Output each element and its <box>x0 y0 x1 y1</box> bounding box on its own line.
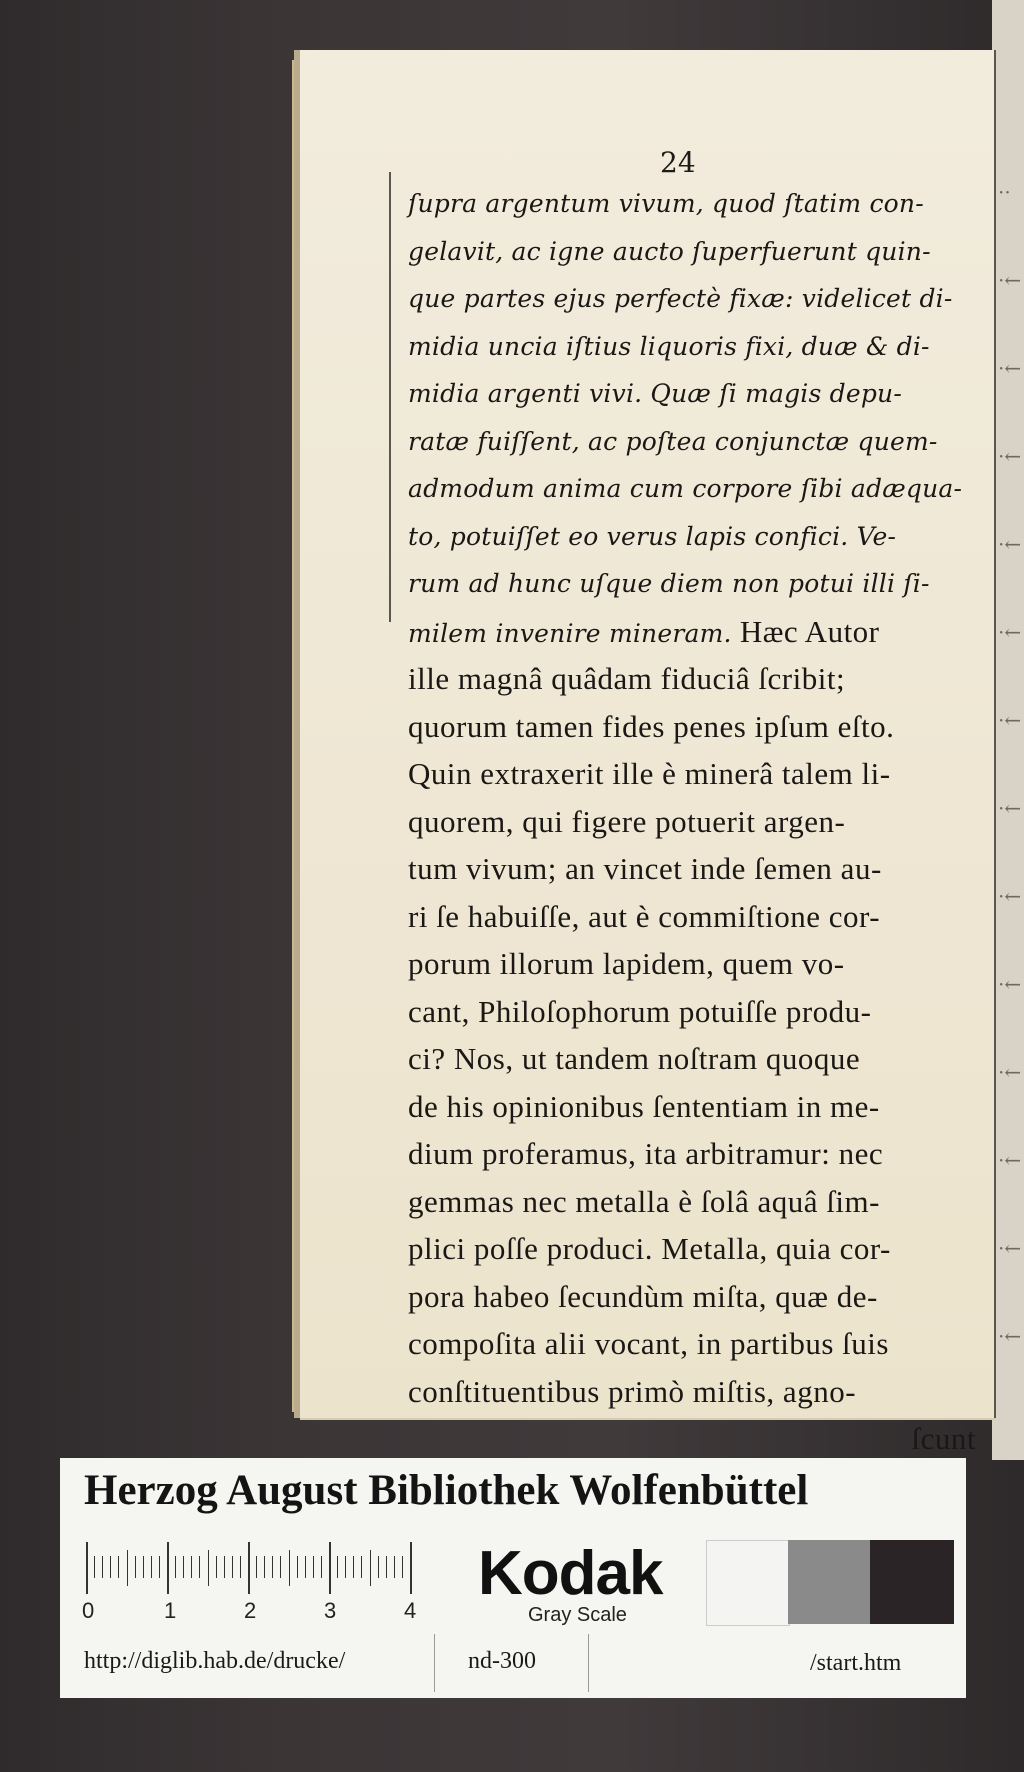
ruler-tick <box>394 1556 395 1578</box>
text-line: to, potuiſſet eo verus lapis confici. Ve- <box>408 521 897 551</box>
ruler-tick <box>208 1550 209 1586</box>
ruler-tick <box>175 1556 176 1578</box>
text-line: compoſita alii vocant, in partibus ſuis <box>408 1326 889 1361</box>
ruler-tick <box>329 1542 331 1594</box>
adjacent-page-glyph: ·· <box>998 180 1011 204</box>
text-line: ratæ fuiſſent, ac poſtea conjunctæ quem- <box>408 426 938 456</box>
ruler-tick <box>345 1556 346 1578</box>
adjacent-page-glyph: ·← <box>998 884 1022 908</box>
ruler-tick <box>183 1556 184 1578</box>
text-line-roman-part: Hæc Autor <box>739 613 880 649</box>
ruler-tick <box>402 1556 403 1578</box>
ruler-tick <box>410 1542 412 1594</box>
gray-scale-label: Gray Scale <box>528 1604 627 1626</box>
color-target-card <box>60 1458 966 1698</box>
text-line: rum ad hunc uſque diem non potui illi ſi- <box>408 569 930 598</box>
ruler-tick <box>297 1556 298 1578</box>
ruler-tick <box>151 1556 152 1578</box>
text-line <box>408 608 984 656</box>
adjacent-page-glyph: ·← <box>998 1060 1022 1084</box>
text-line: ri ſe habuiſſe, aut è commiſtione cor- <box>408 898 881 934</box>
ruler-tick <box>86 1542 88 1594</box>
page-gutter <box>994 50 996 1418</box>
adjacent-page-glyph: ·← <box>998 1324 1022 1348</box>
adjacent-page-glyph: ·← <box>998 268 1022 292</box>
ruler-tick <box>118 1556 119 1578</box>
text-line: de his opinionibus ſententiam in me- <box>408 1088 880 1124</box>
text-line: cant, Philoſophorum potuiſſe produ- <box>408 993 872 1029</box>
text-line: ci? Nos, ut tandem noſtram quoque <box>408 1041 861 1076</box>
text-line: quorem, qui figere potuerit argen- <box>408 803 846 839</box>
kodak-logo: Kodak <box>478 1539 663 1608</box>
text-line: ille magnâ quâdam fiduciâ ſcribit; <box>408 661 846 696</box>
page-number: 24 <box>660 146 696 179</box>
text-line: quorum tamen fides penes ipſum eſto. <box>408 708 895 744</box>
text-line: conſtituentibus primò miſtis, agno- <box>408 1373 857 1409</box>
text-line: gemmas nec metalla è ſolâ aquâ ſim- <box>408 1183 880 1219</box>
ruler-number-0: 0 <box>82 1598 95 1623</box>
ruler-tick <box>337 1556 338 1578</box>
text-line: admodum anima cum corpore ſibi adæqua- <box>408 474 963 503</box>
text-line: pora habeo ſecundùm miſta, quæ de- <box>408 1278 878 1314</box>
ruler-tick <box>256 1556 257 1578</box>
gray-swatch <box>788 1540 870 1624</box>
text-line: porum illorum lapidem, quem vo- <box>408 946 845 981</box>
adjacent-page-glyph: ·← <box>998 972 1022 996</box>
ruler-tick <box>167 1542 169 1594</box>
ruler-number-4: 4 <box>404 1598 417 1623</box>
start-url: /start.htm <box>810 1650 902 1676</box>
adjacent-page-glyph: ·← <box>998 1236 1022 1260</box>
text-line: ſupra argentum vivum, quod ſtatim con- <box>408 189 924 218</box>
text-line: Quin extraxerit ille è minerâ talem li- <box>408 756 891 791</box>
text-line: ſcunt <box>911 1421 976 1456</box>
white-swatch <box>706 1540 790 1626</box>
library-title: Herzog August Bibliothek Wolfenbüttel <box>84 1467 809 1514</box>
scale-ruler <box>86 1542 478 1598</box>
text-line: midia argenti vivi. Quæ ſi magis depu- <box>408 379 903 408</box>
ruler-tick <box>248 1542 250 1594</box>
separator <box>434 1634 435 1692</box>
ruler-tick <box>305 1556 306 1578</box>
adjacent-page-glyph: ·← <box>998 1148 1022 1172</box>
text-line: gelavit, ac igne aucto ſuperfuerunt quin- <box>408 236 931 266</box>
adjacent-page-glyph: ·← <box>998 532 1022 556</box>
text-line: midia uncia iſtius liquoris fixi, duæ & di- <box>408 331 930 361</box>
ruler-tick <box>378 1556 379 1578</box>
ruler-tick <box>289 1550 290 1586</box>
ruler-number-2: 2 <box>244 1598 257 1623</box>
black-swatch <box>870 1540 954 1624</box>
ruler-tick <box>135 1556 136 1578</box>
text-line: que partes ejus perfectè fixæ: videlicet di- <box>408 284 953 313</box>
ruler-tick <box>353 1556 354 1578</box>
text-line: tum vivum; an vincet inde ſemen au- <box>408 851 882 886</box>
ruler-tick <box>361 1556 362 1578</box>
ruler-tick <box>272 1556 273 1578</box>
ruler-number-3: 3 <box>324 1598 337 1623</box>
page-text <box>408 180 984 1463</box>
margin-rule <box>389 172 391 622</box>
separator <box>588 1634 589 1692</box>
ruler-tick <box>94 1556 95 1578</box>
ruler-tick <box>159 1556 160 1578</box>
adjacent-page-glyph: ·← <box>998 796 1022 820</box>
adjacent-page-glyph: ·← <box>998 620 1022 644</box>
ruler-tick <box>264 1556 265 1578</box>
text-line: plici poſſe produci. Metalla, quia cor- <box>408 1231 891 1266</box>
ruler-tick <box>370 1550 371 1586</box>
ruler-tick <box>102 1556 103 1578</box>
ruler-tick <box>199 1556 200 1578</box>
call-number: nd-300 <box>468 1648 536 1674</box>
ruler-number-1: 1 <box>164 1598 177 1623</box>
text-line: dium proferamus, ita arbitramur: nec <box>408 1136 884 1171</box>
adjacent-page-glyph: ·← <box>998 444 1022 468</box>
ruler-tick <box>191 1556 192 1578</box>
library-url: http://diglib.hab.de/drucke/ <box>84 1648 346 1674</box>
adjacent-page-glyph: ·← <box>998 356 1022 380</box>
ruler-tick <box>232 1556 233 1578</box>
ruler-tick <box>280 1556 281 1578</box>
adjacent-page-glyph: ·← <box>998 708 1022 732</box>
ruler-tick <box>110 1556 111 1578</box>
ruler-tick <box>386 1556 387 1578</box>
ruler-tick <box>240 1556 241 1578</box>
text-line-italic-part: milem invenire mineram. <box>408 618 740 648</box>
ruler-tick <box>216 1556 217 1578</box>
ruler-tick <box>313 1556 314 1578</box>
ruler-tick <box>143 1556 144 1578</box>
ruler-tick <box>321 1556 322 1578</box>
ruler-tick <box>127 1550 128 1586</box>
ruler-tick <box>224 1556 225 1578</box>
